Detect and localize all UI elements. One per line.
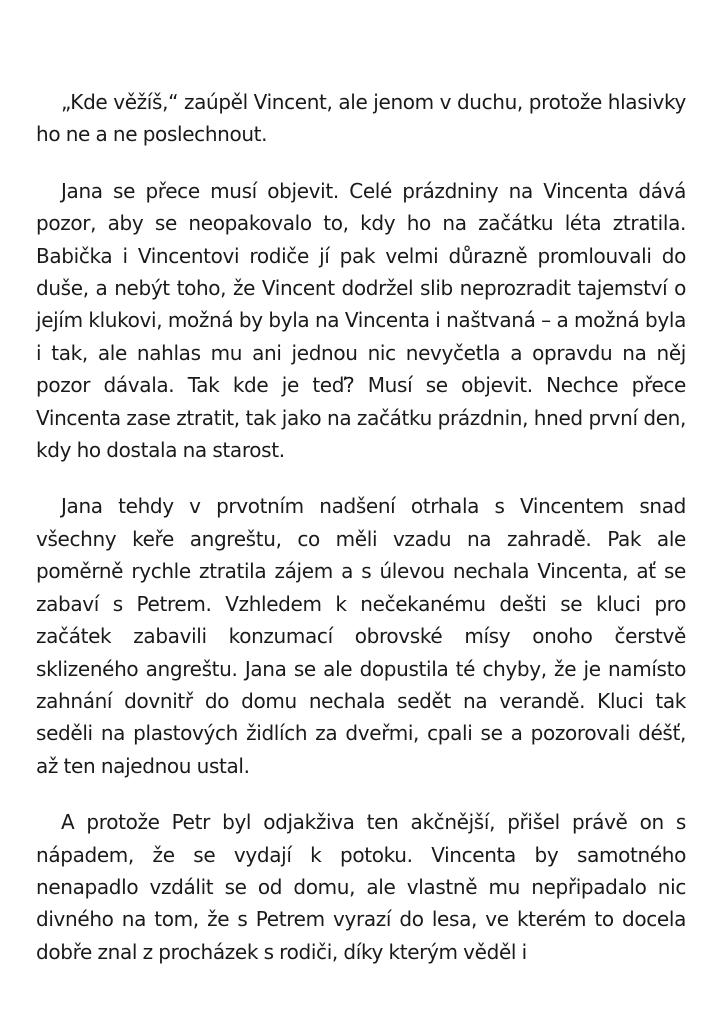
paragraph: A protože Petr byl odjakživa ten akčnější, přišel právě on s nápadem, že se vydají k potoku. Vincenta by samotného nenapadlo vzdálit se od domu, ale vlastně mu nepřipadalo nic divného na tom, že s Petrem vyrazí do lesa, ve kterém to docela dobře znal z procházek s rodiči, díky kterým věděl i	[36, 810, 686, 964]
page-text	[36, 86, 686, 992]
paragraph: „Kde věžíš,“ zaúpěl Vincent, ale jenom v duchu, protože hlasivky ho ne a ne poslechnout.	[36, 90, 686, 147]
paragraph: Jana se přece musí objevit. Celé prázdniny na Vincenta dává pozor, aby se neopakovalo to, kdy ho na začátku léta ztratila. Babička i Vincentovi rodiče jí pak velmi důrazně promlouvali do duše, a nebýt toho, že Vincent dodržel slib neprozradit tajemství o jejím klukovi, možná by byla na Vincenta i naštvaná – a možná byla i tak, ale nahlas mu ani jednou nic nevyčetla a opravdu na něj pozor dávala. Tak kde je teď? Musí se objevit. Nechce přece Vincenta zase ztratit, tak jako na začátku prázdnin, hned první den, kdy ho dostala na starost.	[36, 178, 686, 463]
paragraph: Jana tehdy v prvotním nadšení otrhala s Vincentem snad všechny keře angreštu, co měli vzadu na zahradě. Pak ale poměrně rychle ztratila zájem a s úlevou nechala Vincenta, ať se zabaví s Petrem. Vzhledem k nečekanému dešti se kluci pro začátek zabavili konzumací obrovské mísy onoho čerstvě sklizeného angreštu. Jana se ale dopustila té chyby, že je namísto zahnání dovnitř do domu nechala sedět na verandě. Kluci tak seděli na plastových židlích za dveřmi, cpali se a pozorovali déšť, až ten najednou ustal.	[36, 494, 686, 778]
